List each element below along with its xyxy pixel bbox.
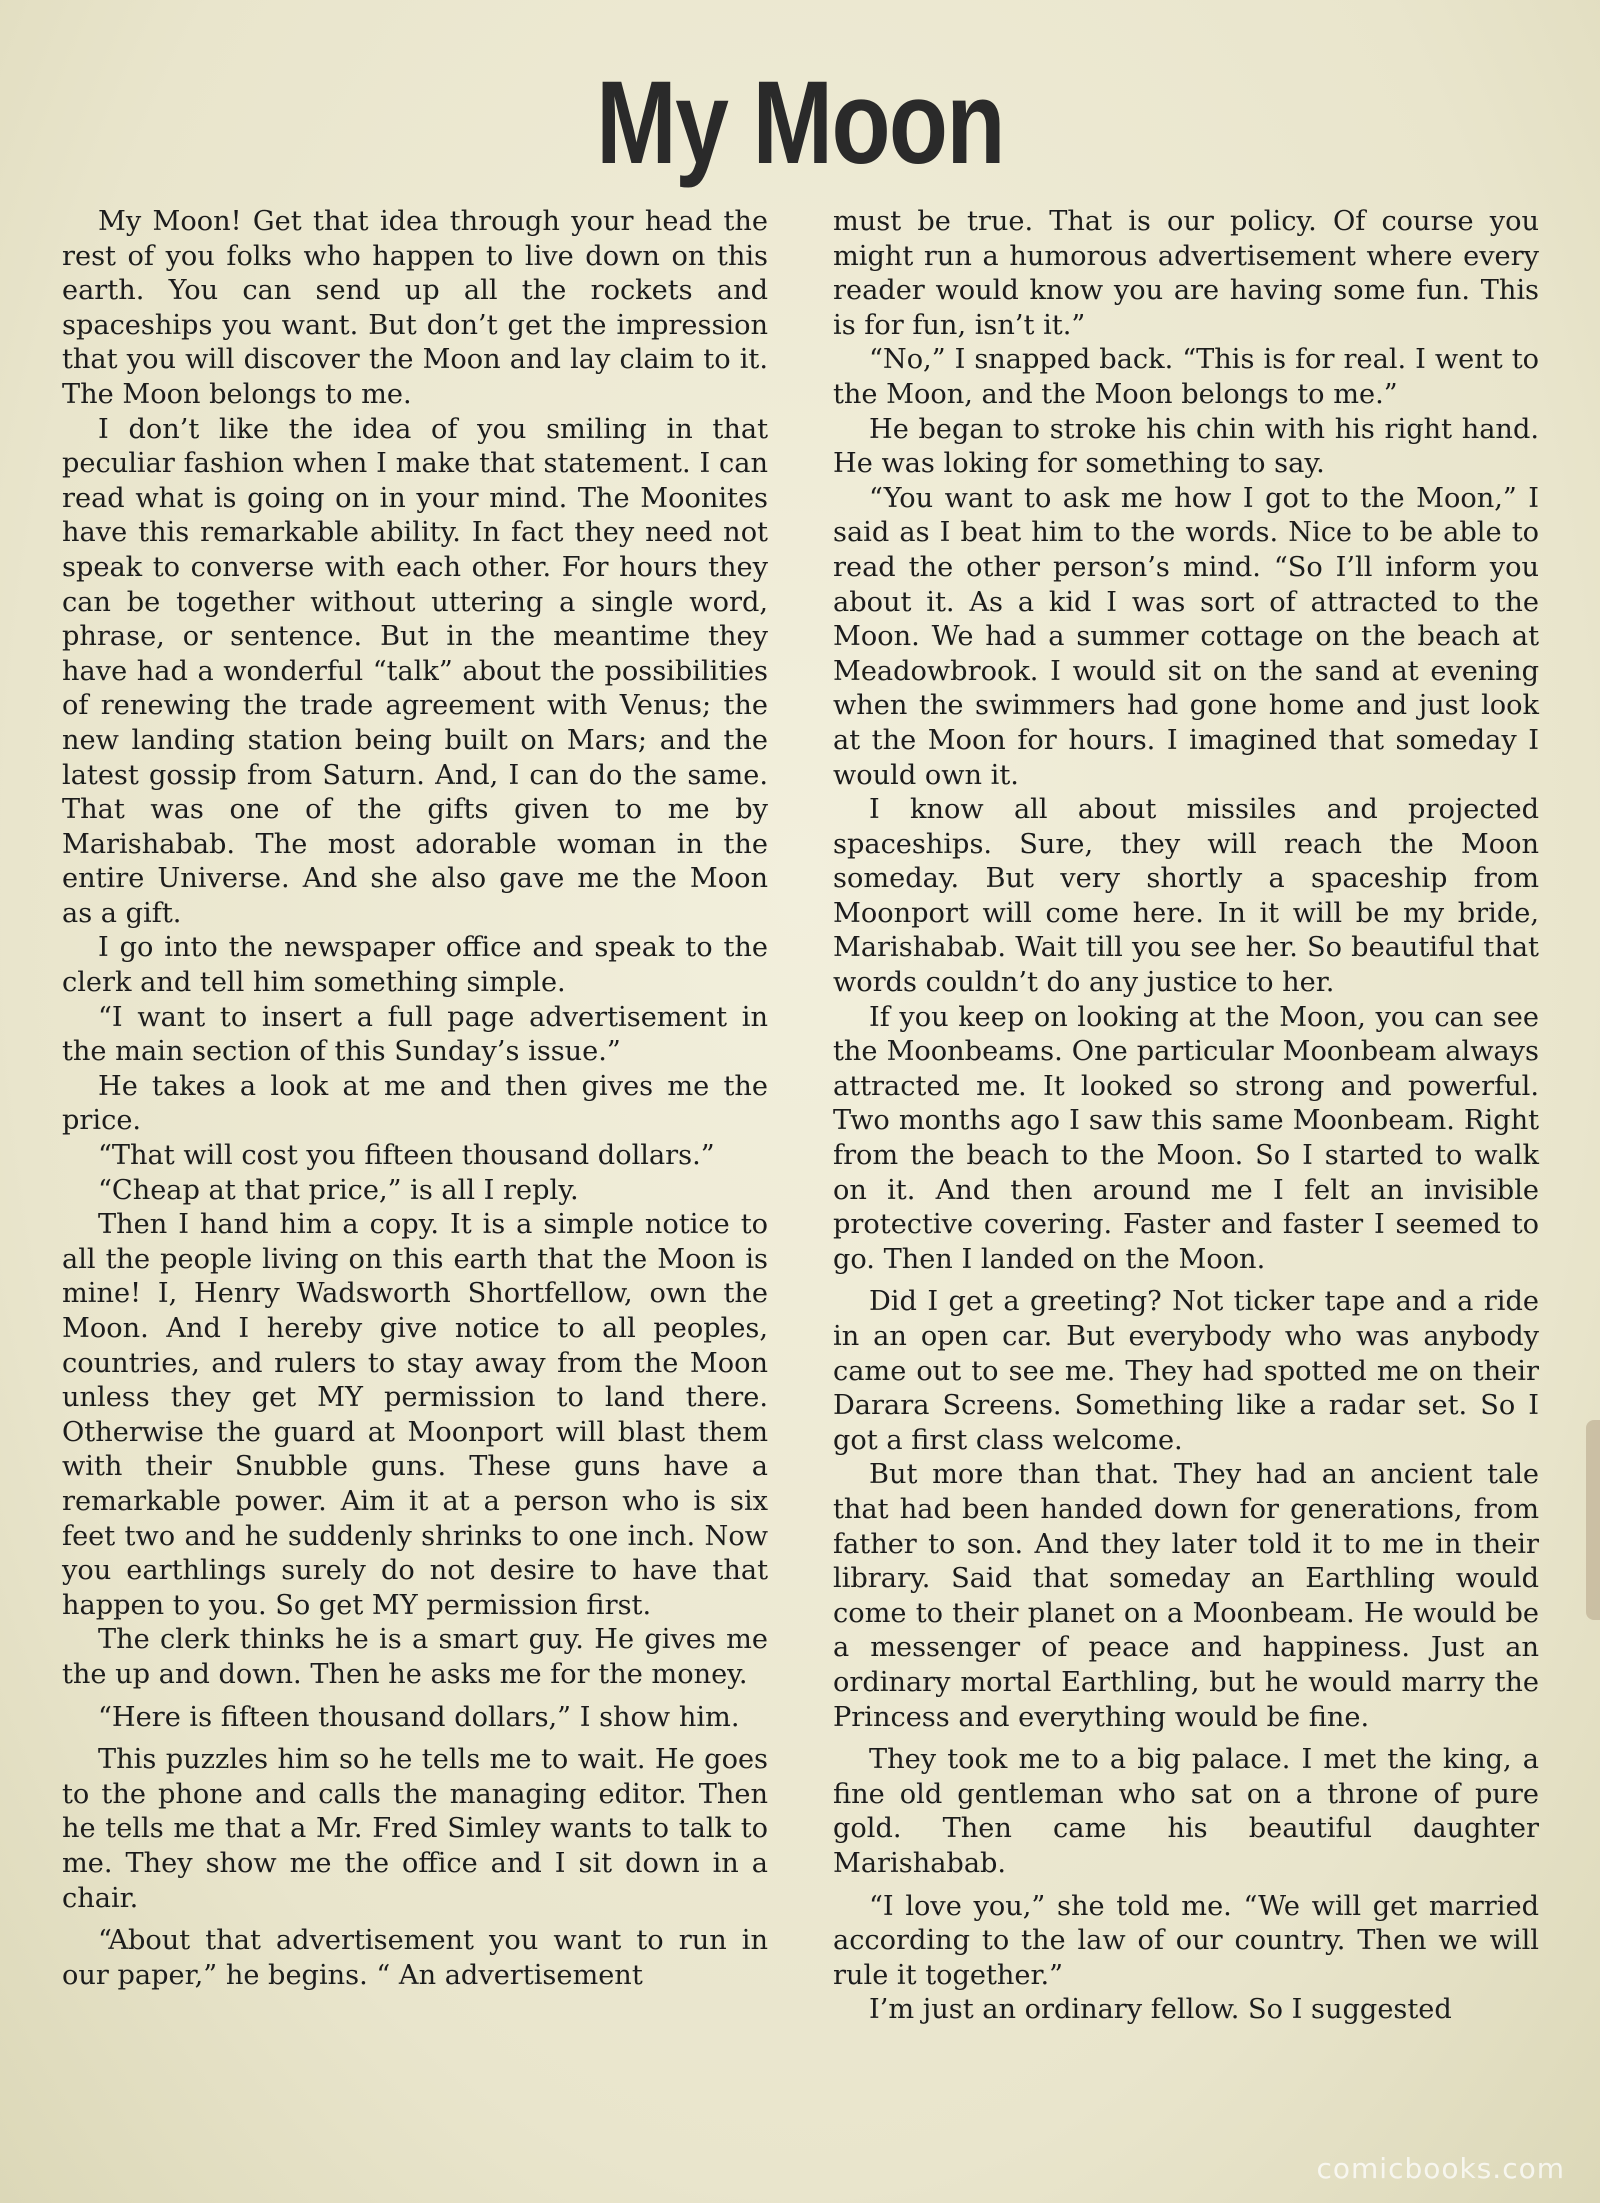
paragraph: Did I get a greeting? Not ticker tape and a ride in an open car. But everybody who was anybody came out to see me. They had spotted me on their Darara Screens. Something like a radar set. So I got a first class welcome. (833, 1286, 1539, 1456)
left-column (62, 205, 768, 1993)
paragraph: “Here is fifteen thousand dollars,” I show him. (98, 1701, 740, 1733)
paragraph: “I love you,” she told me. “We will get married according to the law of our country. Then we will rule it together.” (833, 1890, 1539, 1991)
paragraph: “That will cost you fifteen thousand dollars.” (98, 1140, 715, 1172)
paragraph: I’m just an ordinary fellow. So I suggested (869, 1994, 1452, 2026)
paragraph: “I want to insert a full page advertisement in the main section of this Sunday’s issue.” (62, 1001, 768, 1068)
paragraph: But more than that. They had an ancient tale that had been handed down for generations, from father to son. And they later told it to me in their library. Said that someday an Earthling would come to their planet on a Moonbeam. He would be a messenger of peace and happiness. Just an ordinary mortal Earthling, but he would marry the Princess and everything would be fine. (833, 1459, 1539, 1733)
paragraph: “Cheap at that price,” is all I reply. (98, 1174, 579, 1206)
paragraph: I know all about missiles and projected spaceships. Sure, they will reach the Moon someday. But very shortly a spaceship from Moonport will come here. In it will be my bride, Marishabab. Wait till you see her. So beautiful that words couldn’t do any justice to her. (833, 794, 1539, 999)
paragraph: This puzzles him so he tells me to wait. He goes to the phone and calls the managing editor. Then he tells me that a Mr. Fred Simley wants to talk to me. They show me the office and I sit down in a chair. (62, 1744, 768, 1914)
paragraph: They took me to a big palace. I met the king, a fine old gentleman who sat on a throne of pure gold. Then came his beautiful daughter Marishabab. (833, 1744, 1539, 1879)
paragraph: I go into the newspaper office and speak to the clerk and tell him something simple. (62, 932, 768, 999)
paragraph: “No,” I snapped back. “This is for real. I went to the Moon, and the Moon belongs to me.” (833, 344, 1539, 410)
paragraph: The clerk thinks he is a smart guy. He gives me the up and down. Then he asks me for the money. (62, 1624, 768, 1690)
paragraph: He began to stroke his chin with his right hand. He was loking for something to say. (833, 413, 1539, 480)
paragraph: My Moon! Get that idea through your head the rest of you folks who happen to live down on this earth. You can send up all the rockets and spaceships you want. But don’t get the impression that you will discover the Moon and lay claim to it. The Moon belongs to me. (62, 206, 768, 410)
paragraph: I don’t like the idea of you smiling in that peculiar fashion when I make that statement. I can read what is going on in your mind. The Moonites have this remarkable ability. In fact they need not speak to converse with each other. For hours they can be together without uttering a single word, phrase, or sentence. But in the meantime they have had a wonderful “talk” about the possibilities of renewing the trade agreement with Venus; the new landing station being built on Mars; and the latest gossip from Saturn. And, I can do the same. That was one of the gifts given to me by Marishabab. The most adorable woman in the entire Universe. And she also gave me the Moon as a gift. (62, 413, 768, 929)
paragraph: Then I hand him a copy. It is a simple notice to all the people living on this earth that the Moon is mine! I, Henry Wadsworth Shortfellow, own the Moon. And I hereby give notice to all peoples, countries, and rulers to stay away from the Moon unless they get MY permission to land there. Otherwise the guard at Moonport will blast them with their Snubble guns. These guns have a remarkable power. Aim it at a person who is six feet two and he suddenly shrinks to one inch. Now you earthlings surely do not desire to have that happen to you. So get MY permission first. (62, 1209, 768, 1621)
paragraph: He takes a look at me and then gives me the price. (62, 1070, 768, 1137)
page-edge-mark (1586, 1420, 1600, 1620)
paragraph: must be true. That is our policy. Of course you might run a humorous advertisement where every reader would know you are having some fun. This is for fun, isn’t it.” (833, 206, 1539, 341)
right-column (833, 205, 1539, 2028)
paragraph: If you keep on looking at the Moon, you can see the Moonbeams. One particular Moonbeam always attracted me. It looked so strong and powerful. Two months ago I saw this same Moonbeam. Right from the beach to the Moon. So I started to walk on it. And then around me I felt an invisible protective covering. Faster and faster I seemed to go. Then I landed on the Moon. (833, 1001, 1539, 1275)
watermark: comicbooks.com (1316, 2152, 1565, 2185)
paragraph: “You want to ask me how I got to the Moon,” I said as I beat him to the words. Nice to be able to read the other person’s mind. “So I’ll inform you about it. As a kid I was sort of attracted to the Moon. We had a summer cottage on the beach at Meadowbrook. I would sit on the sand at evening when the swimmers had gone home and just look at the Moon for hours. I imagined that someday I would own it. (833, 482, 1539, 791)
article-title: My Moon (596, 57, 1004, 189)
paragraph: “About that advertisement you want to run in our paper,” he begins. “ An advertisement (62, 1925, 768, 1991)
